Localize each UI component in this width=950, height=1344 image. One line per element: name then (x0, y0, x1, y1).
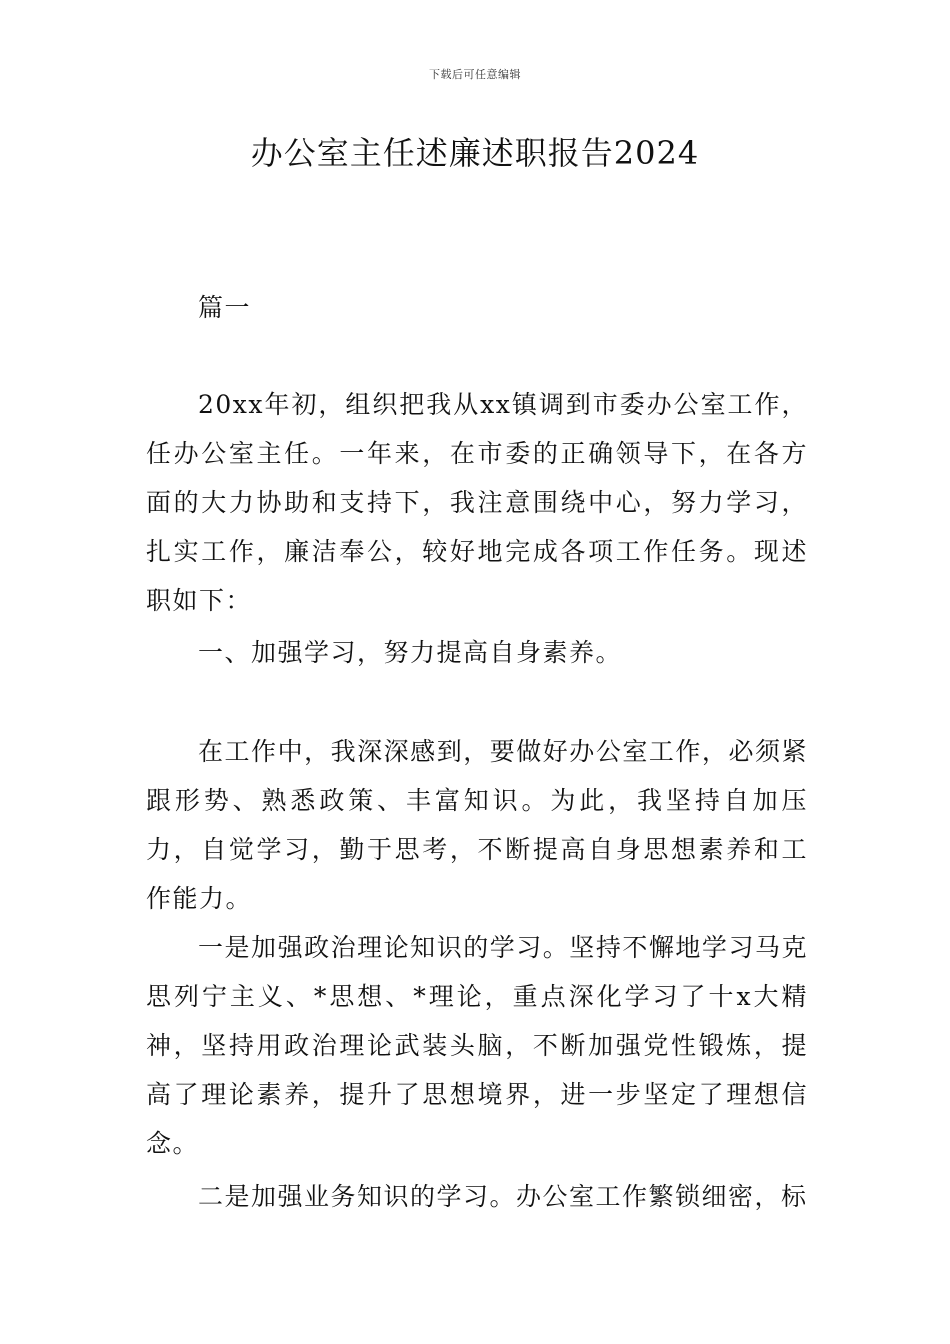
header-note: 下载后可任意编辑 (429, 68, 521, 81)
paragraph-political-theory: 一是加强政治理论知识的学习。坚持不懈地学习马克思列宁主义、*思想、*理论，重点深化学习了十x大精神，坚持用政治理论武装头脑，不断加强党性锻炼，提高了理论素养，提升了思想境界，进一步坚定了理想信念。 (146, 933, 808, 1158)
paragraph-heading-study: 一、加强学习，努力提高自身素养。 (198, 638, 623, 667)
paragraph-study-overview: 在工作中，我深深感到，要做好办公室工作，必须紧跟形势、熟悉政策、丰富知识。为此，我坚持自加压力，自觉学习，勤于思考，不断提高自身思想素养和工作能力。 (146, 737, 808, 913)
section-heading: 篇一 (198, 293, 252, 322)
document-title: 办公室主任述廉述职报告2024 (250, 134, 700, 172)
paragraph-intro: 20xx年初，组织把我从xx镇调到市委办公室工作，任办公室主任。一年来，在市委的正确领导下，在各方面的大力协助和支持下，我注意围绕中心，努力学习，扎实工作，廉洁奉公，较好地完成各项工作任务。现述职如下： (146, 390, 808, 615)
paragraph-business-knowledge: 二是加强业务知识的学习。办公室工作繁锁细密，标 (198, 1182, 808, 1211)
